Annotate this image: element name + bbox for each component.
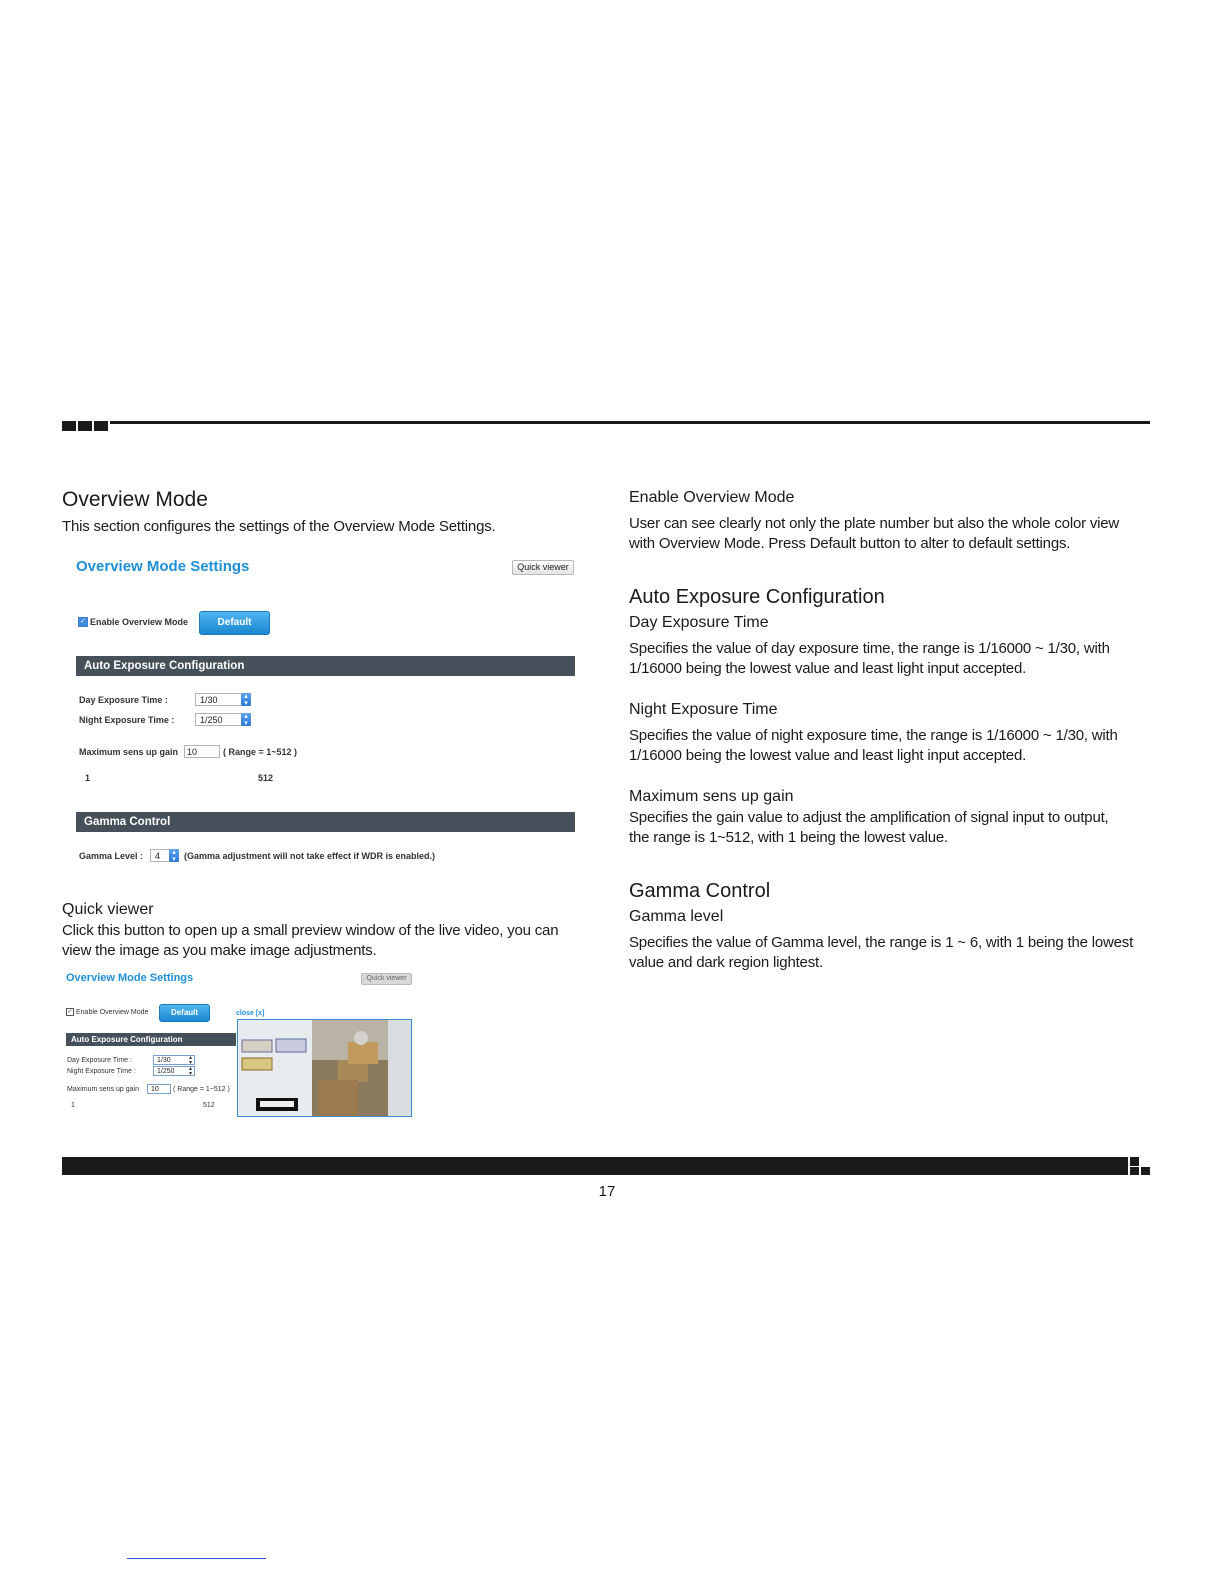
- enable-overview-label: Enable Overview Mode: [90, 617, 189, 627]
- scale-min-small: 1: [71, 1102, 75, 1109]
- select-arrows-icon: ▴ ▾: [169, 849, 179, 862]
- gamma-control-heading: Gamma Control: [629, 880, 771, 902]
- default-button-small[interactable]: Default: [159, 1004, 210, 1022]
- night-exposure-value: 1/250: [200, 714, 223, 725]
- footer-square: [1130, 1167, 1139, 1175]
- night-exposure-heading: Night Exposure Time: [629, 701, 778, 718]
- section-title: Overview Mode: [62, 488, 208, 511]
- close-preview-link[interactable]: close [x]: [236, 1010, 265, 1017]
- enable-overview-checkbox[interactable]: [78, 617, 188, 627]
- night-exposure-value-small: 1/250: [157, 1067, 175, 1075]
- range-text-small: ( Range = 1~512 ): [173, 1086, 230, 1093]
- day-exposure-heading: Day Exposure Time: [629, 614, 769, 631]
- gamma-level-text-2: value and dark region lightest.: [629, 954, 823, 971]
- night-exposure-text-1: Specifies the value of night exposure time, the range is 1/16000 ~ 1/30, with: [629, 727, 1118, 744]
- link-underline: [127, 1558, 266, 1559]
- enable-overview-text-1: User can see clearly not only the plate number but also the whole color view: [629, 515, 1120, 532]
- scale-min: 1: [85, 773, 91, 783]
- checkmark-icon: ✓: [67, 1009, 73, 1015]
- day-exposure-label-small: Day Exposure Time :: [67, 1057, 132, 1064]
- day-exposure-label: Day Exposure Time :: [79, 695, 168, 705]
- header-rule: [110, 421, 1150, 424]
- enable-overview-heading: Enable Overview Mode: [629, 489, 795, 506]
- day-exposure-value-small: 1/30: [157, 1056, 171, 1064]
- select-arrows-icon: ▴ ▾: [188, 1055, 192, 1066]
- ui-settings-title: Overview Mode Settings: [76, 558, 250, 575]
- footer-bar: [62, 1157, 1128, 1175]
- footer-square: [1141, 1167, 1150, 1175]
- night-exposure-select-small[interactable]: [153, 1066, 195, 1076]
- max-gain-input-small[interactable]: 10: [147, 1084, 171, 1094]
- gamma-control-bar: Gamma Control: [76, 812, 575, 832]
- max-gain-heading: Maximum sens up gain: [629, 788, 794, 805]
- live-preview-window: [237, 1019, 412, 1117]
- gamma-level-label: Gamma Level :: [79, 851, 144, 861]
- camera-preview-image: [238, 1020, 411, 1116]
- day-exposure-select-small[interactable]: [153, 1055, 195, 1065]
- enable-overview-text-2: with Overview Mode. Press Default button to alter to default settings.: [629, 535, 1071, 552]
- section-intro: This section configures the settings of the Overview Mode Settings.: [62, 518, 496, 535]
- checkmark-icon: ✓: [78, 617, 88, 627]
- quick-viewer-screenshot: [62, 968, 417, 1120]
- day-exposure-value: 1/30: [200, 694, 218, 705]
- day-exposure-text-2: 1/16000 being the lowest value and least light input accepted.: [629, 660, 1027, 677]
- auto-exposure-bar-small: Auto Exposure Configuration: [66, 1033, 236, 1046]
- gamma-note: (Gamma adjustment will not take effect if WDR is enabled.): [184, 851, 436, 861]
- max-gain-label-small: Maximum sens up gain: [67, 1086, 139, 1093]
- footer-square: [1130, 1157, 1139, 1166]
- auto-exposure-heading: Auto Exposure Configuration: [629, 586, 885, 608]
- auto-exposure-bar: Auto Exposure Configuration: [76, 656, 575, 676]
- quick-viewer-text-2: view the image as you make image adjustments.: [62, 942, 377, 959]
- quick-viewer-button-small[interactable]: Quick viewer: [361, 973, 412, 985]
- gamma-level-value: 4: [155, 850, 161, 861]
- gamma-level-select[interactable]: [150, 849, 179, 862]
- max-gain-label: Maximum sens up gain: [79, 747, 179, 757]
- default-button[interactable]: Default: [199, 611, 270, 635]
- overview-settings-screenshot: [62, 550, 582, 870]
- night-exposure-select[interactable]: [195, 713, 251, 726]
- scale-max: 512: [258, 773, 274, 783]
- night-exposure-text-2: 1/16000 being the lowest value and least light input accepted.: [629, 747, 1027, 764]
- day-exposure-text-1: Specifies the value of day exposure time, the range is 1/16000 ~ 1/30, with: [629, 640, 1110, 657]
- enable-overview-checkbox-small[interactable]: [66, 1008, 148, 1016]
- select-arrows-icon: ▴ ▾: [241, 693, 251, 706]
- max-gain-text-2: the range is 1~512, with 1 being the lowest value.: [629, 829, 948, 846]
- max-gain-input[interactable]: 10: [184, 745, 220, 758]
- night-exposure-label: Night Exposure Time :: [79, 715, 175, 725]
- night-exposure-label-small: Night Exposure Time :: [67, 1068, 136, 1075]
- quick-viewer-heading: Quick viewer: [62, 901, 154, 918]
- gamma-level-text-1: Specifies the value of Gamma level, the range is 1 ~ 6, with 1 being the lowest: [629, 934, 1134, 951]
- day-exposure-select[interactable]: [195, 693, 251, 706]
- quick-viewer-text-1: Click this button to open up a small preview window of the live video, you can: [62, 922, 559, 939]
- select-arrows-icon: ▴ ▾: [188, 1066, 192, 1077]
- page-number: 17: [598, 1183, 616, 1200]
- scale-max-small: 512: [203, 1102, 215, 1109]
- range-text: ( Range = 1~512 ): [223, 747, 298, 757]
- quick-viewer-button[interactable]: Quick viewer: [512, 560, 574, 575]
- select-arrows-icon: ▴ ▾: [241, 713, 251, 726]
- gamma-level-heading: Gamma level: [629, 908, 724, 925]
- header-blocks: [62, 421, 108, 431]
- max-gain-text-1: Specifies the gain value to adjust the amplification of signal input to output,: [629, 809, 1109, 826]
- enable-overview-label-small: Enable Overview Mode: [76, 1008, 149, 1016]
- ui-settings-title-small: Overview Mode Settings: [66, 972, 194, 984]
